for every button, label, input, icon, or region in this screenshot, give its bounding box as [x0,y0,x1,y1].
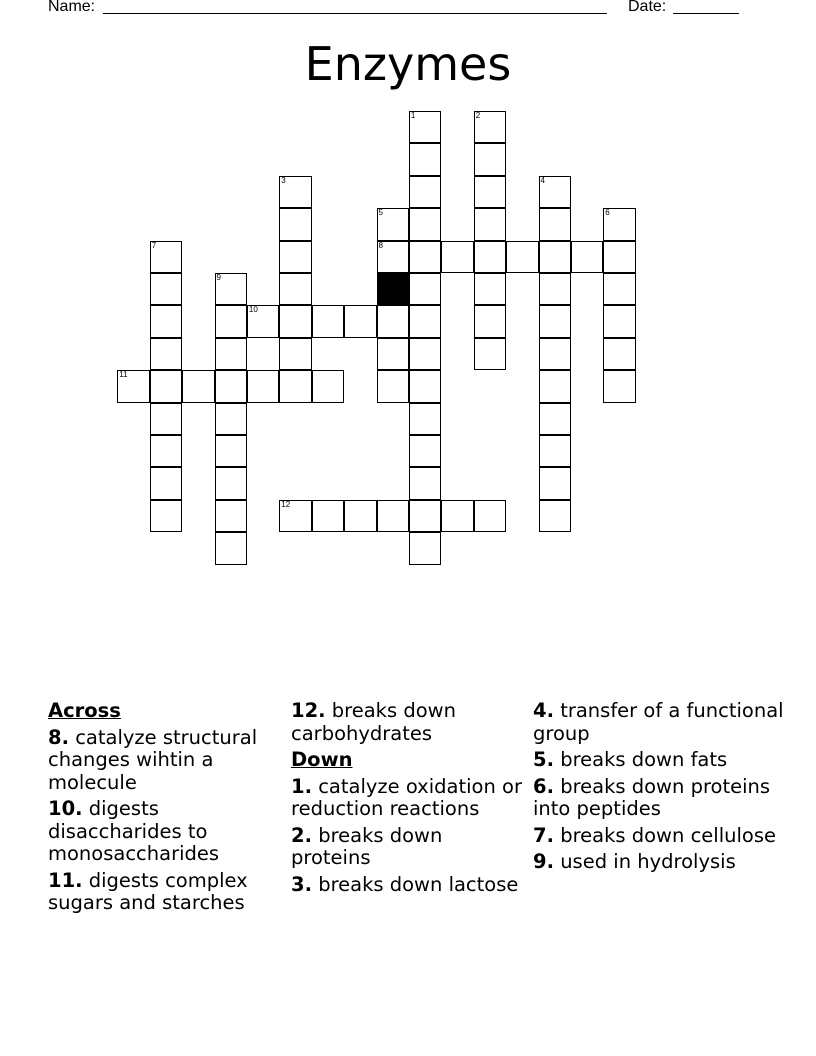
grid-cell[interactable] [279,338,312,371]
grid-cell[interactable] [409,273,442,306]
clue-number-label: 8 [378,240,383,250]
grid-cell[interactable] [409,208,442,241]
clue-number: 1. [291,774,312,798]
clue-text: breaks down cellulose [560,823,776,847]
clue-item [533,749,793,772]
grid-cell[interactable] [539,305,572,338]
grid-cell[interactable] [409,305,442,338]
grid-cell[interactable] [182,370,215,403]
grid-cell[interactable] [474,305,507,338]
grid-cell[interactable] [215,273,248,306]
clue-text: transfer of a functional group [533,699,784,745]
down-heading: Down [291,748,353,771]
clue-item [533,825,793,848]
clue-number-label: 1 [410,110,416,120]
grid-cell[interactable] [279,176,312,209]
grid-cell[interactable] [117,370,150,403]
clue-number: 4. [533,699,554,722]
grid-cell[interactable] [377,338,410,371]
clue-number-label: 10 [248,305,258,315]
grid-cell[interactable] [279,370,312,403]
clue-text: breaks down fats [560,748,728,771]
grid-cell[interactable] [603,370,636,403]
clue-number-label: 9 [216,272,221,282]
clue-item [533,700,793,745]
grid-cell[interactable] [312,370,345,403]
grid-cell[interactable] [409,500,442,533]
clue-text: catalyze structural changes wihtin a molecule [48,725,258,794]
grid-cell[interactable] [539,435,572,468]
grid-cell[interactable] [215,435,248,468]
grid-cell[interactable] [409,370,442,403]
grid-cell[interactable] [247,370,280,403]
clue-number: 5. [533,748,554,771]
clue-text: breaks down carbohydrates [291,699,456,745]
clue-item [48,727,283,795]
grid-cell[interactable] [539,176,572,209]
grid-cell[interactable] [539,403,572,436]
grid-cell[interactable] [474,241,507,274]
date-label: Date: [628,0,667,15]
grid-cell[interactable] [377,208,410,241]
grid-cell[interactable] [150,467,183,500]
grid-cell[interactable] [603,338,636,371]
grid-cell[interactable] [150,241,183,274]
grid-cell[interactable] [215,467,248,500]
grid-cell[interactable] [603,208,636,241]
grid-cell[interactable] [279,500,312,533]
grid-cell[interactable] [377,500,410,533]
grid-cell[interactable] [474,176,507,209]
grid-cell[interactable] [603,273,636,306]
grid-cell[interactable] [279,208,312,241]
clue-number-label: 11 [119,370,128,380]
grid-cell[interactable] [539,338,572,371]
grid-cell[interactable] [409,241,442,274]
clue-number-label: 5 [378,208,383,218]
grid-cell[interactable] [539,500,572,533]
grid-cell[interactable] [441,241,474,274]
clue-number-label: 2 [475,110,481,120]
grid-cell[interactable] [409,338,442,371]
grid-cell[interactable] [474,500,507,533]
clue-number-label: 7 [151,240,157,250]
clue-number: 12. [291,699,326,722]
grid-cell[interactable] [409,467,442,500]
clue-item [533,776,793,821]
grid-cell[interactable] [150,435,183,468]
grid-cell[interactable] [215,370,248,403]
grid-cell[interactable] [377,370,410,403]
clue-column-3 [533,700,793,878]
clue-number: 7. [533,823,554,847]
clue-item [291,776,526,821]
clue-text: breaks down proteins into peptides [533,774,771,820]
grid-cell[interactable] [150,403,183,436]
grid-cell[interactable] [474,338,507,371]
clue-text: breaks down proteins [291,823,443,869]
grid-black-cell [377,273,410,306]
grid-cell[interactable] [377,305,410,338]
grid-cell[interactable] [215,305,248,338]
grid-cell[interactable] [247,305,280,338]
grid-cell[interactable] [474,143,507,176]
grid-cell[interactable] [344,305,377,338]
puzzle-title: Enzymes [304,37,512,91]
clue-number: 8. [48,725,69,749]
grid-cell[interactable] [377,241,410,274]
clue-item [291,874,526,897]
grid-cell[interactable] [539,467,572,500]
clue-number: 3. [291,872,312,896]
clue-item [48,798,283,866]
grid-cell[interactable] [409,176,442,209]
grid-cell[interactable] [150,370,183,403]
grid-cell[interactable] [279,273,312,306]
grid-cell[interactable] [409,111,442,144]
grid-cell[interactable] [215,403,248,436]
grid-cell[interactable] [539,208,572,241]
clue-text: breaks down lactose [318,872,519,896]
grid-cell[interactable] [215,500,248,533]
clue-number: 6. [533,774,554,798]
clue-number: 11. [48,868,83,892]
clue-number: 9. [533,850,554,873]
grid-cell[interactable] [506,241,539,274]
grid-cell[interactable] [603,241,636,274]
clue-number-label: 4 [540,175,545,185]
clue-item [291,700,526,745]
grid-cell[interactable] [150,338,183,371]
clue-number-label: 3 [281,175,286,185]
grid-cell[interactable] [409,532,442,565]
grid-cell[interactable] [441,500,474,533]
clue-text: used in hydrolysis [560,850,736,873]
clue-text: digests disaccharides to monosaccharides [48,797,220,865]
clue-item [48,870,283,915]
clue-item [533,851,793,874]
grid-cell[interactable] [215,338,248,371]
clue-column-2 [291,700,526,900]
clue-number: 2. [291,823,312,847]
grid-cell[interactable] [279,305,312,338]
grid-cell[interactable] [150,305,183,338]
clue-text: catalyze oxidation or reduction reactions [291,774,522,820]
grid-cell[interactable] [150,500,183,533]
grid-cell[interactable] [215,532,248,565]
grid-cell[interactable] [344,500,377,533]
clue-number-label: 6 [605,208,610,218]
grid-cell[interactable] [539,241,572,274]
clue-column-1 [48,700,283,919]
grid-cell[interactable] [603,305,636,338]
grid-cell[interactable] [571,241,604,274]
grid-cell[interactable] [539,370,572,403]
grid-cell[interactable] [409,403,442,436]
clue-text: digests complex sugars and starches [48,868,248,914]
grid-cell[interactable] [312,500,345,533]
grid-cell[interactable] [150,273,183,306]
name-label: Name: [48,0,96,15]
clue-number-label: 12 [281,499,291,509]
grid-cell[interactable] [474,208,507,241]
grid-cell[interactable] [409,143,442,176]
clue-number: 10. [48,797,83,820]
grid-cell[interactable] [312,305,345,338]
grid-cell[interactable] [409,435,442,468]
across-heading: Across [48,699,121,722]
grid-cell[interactable] [279,241,312,274]
grid-cell[interactable] [539,273,572,306]
grid-cell[interactable] [474,273,507,306]
grid-cell[interactable] [474,111,507,144]
clue-item [291,825,526,870]
